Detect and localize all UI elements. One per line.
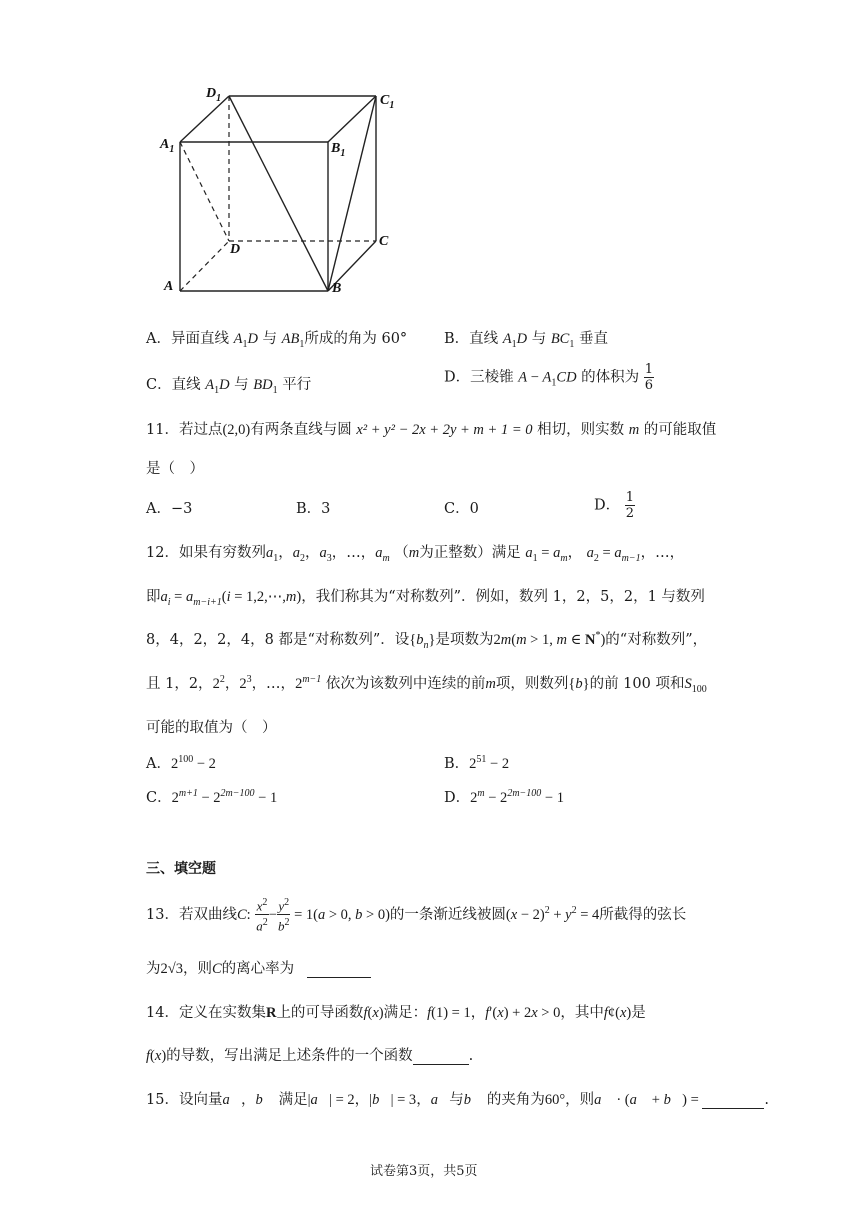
q12-line4: 且 1，2，$2^2$，$2^3$，…，$2^{m-1}$ 依次为该数列中连续的前m项，则数列{b}的前 100 项和$S_{100}$ (146, 674, 707, 695)
section-heading: 三、填空题 (146, 861, 216, 877)
q11-option-a: A．−3 (146, 501, 193, 517)
q12-line5: 可能的取值为（ ） (146, 720, 277, 736)
q10-option-a: A．异面直线 $A_1D$ 与 $AB_1$所成的角为 60° (146, 331, 408, 350)
q10-option-c: C．直线 $A_1D$ 与 $BD_1$ 平行 (146, 377, 312, 396)
q15-answer-blank[interactable] (702, 1092, 764, 1109)
label-c: C (379, 234, 389, 249)
q12-line1: 12．如果有穷数列$a_1$，$a_2$，$a_3$，…，$a_m$ （m为正整数）满足 $a_1 = a_m$， $a_2 = a_{m-1}$，…， (146, 545, 685, 564)
q11-option-b: B．3 (296, 501, 331, 517)
q14-line2: f(x)的导数，写出满足上述条件的一个函数 . (146, 1048, 474, 1064)
q12-line3: 8，4，2，2，4，8 都是“对称数列”．设$\{b_n\}$是项数为2m(m > 1, m ∈ N*)的“对称数列”， (146, 630, 708, 651)
label-b1: $B_1$ (331, 141, 346, 159)
q14-line1: 14．定义在实数集R上的可导函数f(x)满足：f(1) = 1，f′(x) + 2x > 0，其中f¢(x)是 (146, 1005, 646, 1021)
q11-option-c: C．0 (444, 501, 479, 517)
q11-option-d: D． $\frac{1}{2}$ (594, 490, 635, 521)
page-footer: 试卷第3页，共5页 (370, 1164, 478, 1179)
q12-line2: 即$a_i = a_{m-i+1}(i$ = 1,2,⋯,m)，我们称其为“对称数列”．例如，数列 1，2，5，2，1 与数列 (146, 589, 705, 608)
q12-option-c: C．$2^{m+1} - 2^{2m-100} - 1$ (146, 788, 278, 806)
q13-line1: 13．若双曲线C: $\frac{x^2}{a^2}$ − $\frac{y^2}{b^2}$ = 1(a > 0, b > 0)的一条渐近线被圆$(x - 2)^2 + y^2 = 4$所截得的弦长 (146, 897, 687, 934)
q11-stem-line1: 11．若过点(2,0)有两条直线与圆 x² + y² − 2x + 2y + m + 1 = 0 相切，则实数 m 的可能取值 (146, 422, 717, 438)
q12-option-b: B．$2^{51} - 2$ (444, 754, 510, 772)
q13-answer-blank[interactable] (307, 961, 371, 978)
label-d1: $D_1$ (206, 86, 222, 104)
label-c1: $C_1$ (380, 93, 395, 111)
q12-option-d: D．$2^m - 2^{2m-100} - 1$ (444, 788, 564, 806)
q11-stem-line2: 是（ ） (146, 461, 204, 477)
q10-option-d: D．三棱锥 $A - A_1CD$ 的体积为 $\frac{1}{6}$ (444, 362, 654, 393)
q10-option-b: B．直线 $A_1D$ 与 $BC_1$ 垂直 (444, 331, 608, 350)
label-a1: $A_1$ (160, 137, 175, 155)
label-a: A (164, 279, 174, 294)
label-b: B (332, 281, 342, 296)
label-d: D (230, 242, 241, 257)
q12-option-a: A．$2^{100} - 2$ (146, 754, 216, 772)
cube-figure (150, 80, 410, 300)
q14-answer-blank[interactable] (413, 1048, 469, 1065)
q15-line1: 15．设向量a⃗，b⃗ 满足|a⃗| = 2，|b⃗| = 3，a⃗与b⃗ 的夹角为60°，则a⃗ · (a⃗ + b⃗) = . (146, 1092, 769, 1108)
q13-line2: 为2√3，则C的离心率为 (146, 957, 371, 978)
